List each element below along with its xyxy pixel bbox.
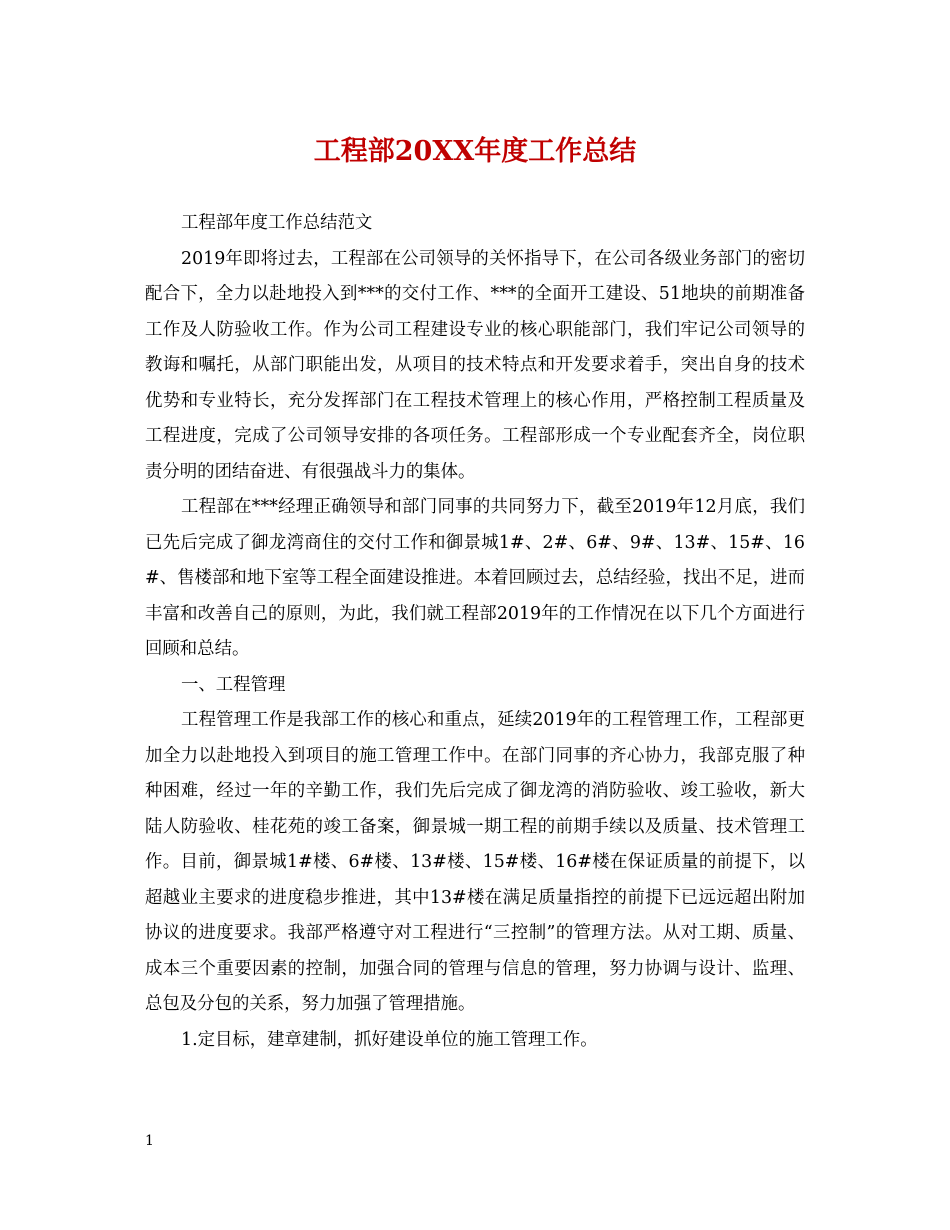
section-heading: 一、工程管理 [181, 674, 286, 695]
management-paragraph: 工程管理工作是我部工作的核心和重点，延续2019年的工程管理工作，工程部更加全力以赴地投入到项目的施工管理工作中。在部门同事的齐心协力，我部克服了种种困难，经过一年的辛勤工作，我们先后完成了御龙湾的消防验收、竣工验收，新大陆人防验收、桂花苑的竣工备案，御景城一期工程的前期手续以及质量、技术管理工作。目前，御景城1#楼、6#楼、13#楼、15#楼、16#楼在保证质量的前提下，以超越业主要求的进度稳步推进，其中13#楼在满足质量指控的前提下已远远超出附加协议的进度要求。我部严格遵守对工程进行“三控制”的管理方法。从对工期、质量、成本三个重要因素的控制，加强合同的管理与信息的管理，努力协调与设计、监理、总包及分包的关系，努力加强了管理措施。 [145, 710, 805, 1014]
document-body [145, 206, 805, 1058]
page-number: 1 [145, 1133, 154, 1149]
document-title: 工程部20XX年度工作总结 [313, 136, 637, 167]
subtitle-paragraph: 工程部年度工作总结范文 [181, 213, 373, 233]
intro-paragraph: 2019年即将过去，工程部在公司领导的关怀指导下，在公司各级业务部门的密切配合下，全力以赴地投入到***的交付工作、***的全面开工建设、51地块的前期准备工作及人防验收工作。作为公司工程建设专业的核心职能部门，我们牢记公司领导的教诲和嘱托，从部门职能出发，从项目的技术特点和开发要求着手，突出自身的技术优势和专业特长，充分发挥部门在工程技术管理上的核心作用，严格控制工程质量及工程进度，完成了公司领导安排的各项任务。工程部形成一个专业配套齐全，岗位职责分明的团结奋进、有很强战斗力的集体。 [145, 248, 805, 482]
subsection-heading: 1.定目标，建章建制，抓好建设单位的施工管理工作。 [181, 1029, 598, 1050]
progress-paragraph: 工程部在***经理正确领导和部门同事的共同努力下，截至2019年12月底，我们已先后完成了御龙湾商住的交付工作和御景城1#、2#、6#、9#、13#、15#、16#、售楼部和地下室等工程全面建设推进。本着回顾过去，总结经验，找出不足，进而丰富和改善自己的原则，为此，我们就工程部2019年的工作情况在以下几个方面进行回顾和总结。 [145, 497, 805, 659]
